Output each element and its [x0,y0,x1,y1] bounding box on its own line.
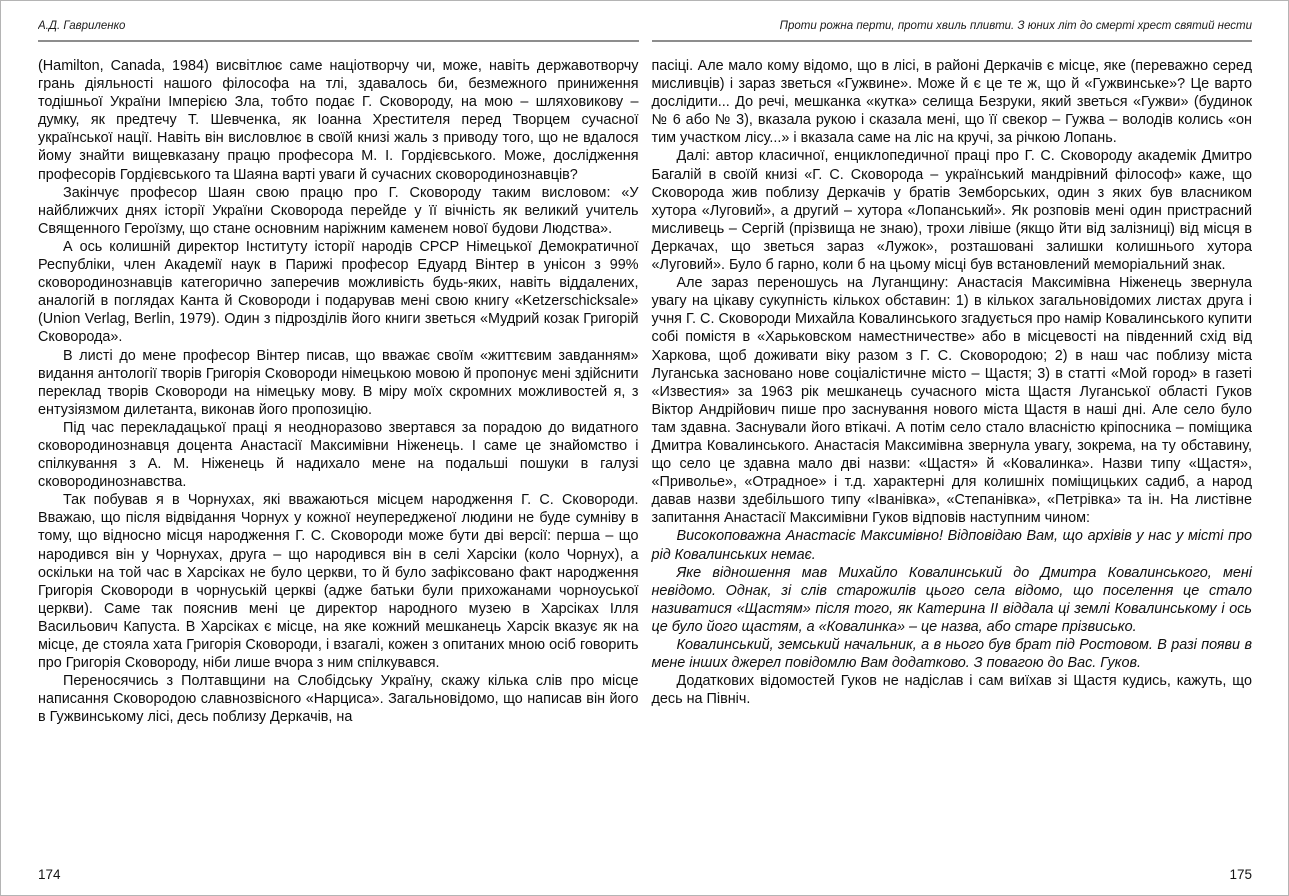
paragraph: Закінчує професор Шаян свою працю про Г. Сковороду таким висловом: «У найближчих днях історії України Сковорода перейде у її вічність як великий учитель Священного Героїзму, що стане основним наріжним каменем нової будови Людства». [38,184,639,237]
spread-columns [1,1,1288,895]
paragraph: Під час перекладацької праці я неодноразово звертався за порадою до видатного сковородинознавця доцента Анастасії Максимівни Ніженець. І саме це знайомство і спілкування з А. М. Ніженець й надихало мене на подальші пошуки в галузі сковородинознавства. [38,419,639,491]
paragraph-letter-quote: Яке відношення мав Михайло Ковалинський до Дмитра Ковалинського, мені невідомо. Однак, зі слів старожилів цього села відомо, що поселення це стало називатися «Щастям» після того, як Катерина II віддала ці землі Ковалинському і ось це було його щастям, а «Ковалинка» – це назва, або старе прізвисько. [651,564,1252,635]
header-rule-left [38,40,639,42]
right-page [652,20,1253,885]
right-page-body [652,57,1253,708]
paragraph: Переносячись з Полтавщини на Слобідську Україну, скажу кілька слів про місце написання Сковородою славнозвісного «Нарциса». Загальновідомо, що написав він його в Гужвинському лісі, десь поблизу Деркачів, на [38,673,639,726]
left-page [38,20,639,885]
paragraph: Далі: автор класичної, енциклопедичної праці про Г. С. Сковороду академік Дмитро Багалій в своїй книзі «Г. С. Сковорода – український мандрівний філософ» каже, що Сковорода жив поблизу Деркачів у братів Земборських, один з яких був власником хутора «Луговий», а другий – хутора «Лопанський». Як розповів мені один пристрасний мисливець – Сергій (прізвища не знаю), трохи лівіше (якщо йти від залізниці) від місця в Деркачах, що зветься зараз «Лужок», розташовані залишки колишнього хутора «Луговий». Було б гарно, коли б на цьому місці був встановлений меморіальний знак. [651,148,1252,274]
left-page-body [38,57,639,726]
paragraph: пасіці. Але мало кому відомо, що в лісі, в районі Деркачів є місце, яке (переважно серед мисливців) і зараз зветься «Гужвине». Може й є це те ж, що й «Гужвинське»? Це варто дослідити... До речі, мешканка «кутка» селища Безруки, який зветься «Гужви» (будинок № 6 або № 3), вказала рукою і сказала мені, що її свекор – Гужва – володів колись «он тим участком лісу...» і вказала саме на ліс на кручі, за річкою Лопань. [651,58,1252,147]
header-rule-right [652,40,1253,42]
running-header-title: Проти рожна перти, проти хвиль пливти. З юних літ до смерті хрест святий нести [779,20,1252,32]
paragraph-letter-quote: Високоповажна Анастасіє Максимівно! Відповідаю Вам, що архівів у нас у місті про рід Ковалинських немає. [651,528,1252,563]
paragraph: Додаткових відомостей Гуков не надіслав і сам виїхав зі Щастя кудись, кажуть, що десь на Північ. [651,673,1252,708]
paragraph: А ось колишній директор Інституту історії народів СРСР Німецької Демократичної Республіки, член Академії наук в Парижі професор Едуард Вінтер в унісон з 99% сковородинознавців категорично заперечив можливість будь-яких, навіть віддалених, аналогій в поглядах Канта й Сковороди і подарував мені свою книгу «Ketzerschicksale» (Union Verlag, Berlin, 1979). Один з підрозділів його книги зветься «Мудрий козак Григорій Сковорода». [38,238,639,346]
running-header-author: А.Д. Гавриленко [38,20,126,32]
paragraph-letter-quote: Ковалинський, земський начальник, а в нього був брат під Ростовом. В разі появи в мене інших джерел повідомлю Вам додатково. З повагою до Вас. Гуков. [651,637,1252,672]
paragraph: В листі до мене професор Вінтер писав, що вважає своїм «життєвим завданням» видання антології творів Григорія Сковороди німецькою мовою й пропонує мені здійснити переклад творів Сковороди на німецьку мову. В міру моїх скромних можливостей я, з ентузіязмом дилетанта, виконав його пропозицію. [38,347,639,418]
paragraph: (Hamilton, Canada, 1984) висвітлює саме націотворчу чи, може, навіть державотворчу грань діяльності нашого філософа на тлі, здавалось би, безмежного приниження тодішньої України Імперією Зла, тобто подає Г. Сковороду, на мою – шляховикову – думку, як предтечу Т. Шевченка, як Іоанна Хрестителя перед Творцем сучасної української нації. Навіть він висловлює в своїй книзі жаль з приводу того, що не вдалося йому знайти вищевказану працю професора М. І. Гордієвського. Може, дослідження професорів Гордієвського та Шаяна варті уваги й сучасних сковородинознавців? [38,58,639,183]
paragraph: Але зараз переношусь на Луганщину: Анастасія Максимівна Ніженець звернула увагу на цікаву сукупність кількох обставин: 1) в кількох загальновідомих листах друга і учня Г. С. Сковороди Михайла Ковалинського згадується про намір Ковалинського купити собі помістя в «Харьковском наместничестве» або в місцевості на південний схід від Харкова, щоб доживати віку разом з Г. С. Сковородою; 2) в наш час поблизу міста Луганська засновано нове соціалістичне місто – Щастя; 3) в статті «Мой город» в газеті «Известия» за 1963 рік мешканець сучасного міста Щастя Луганської області Гуков Віктор Андрійович пише про заснування нового міста Щастя в наші дні. Але село було там здавна. Заснували його втікачі. А потім село стало власністю кріпосника – поміщика Дмитра Ковалинського. Анастасія Максимівна звернула увагу, зокрема, на ту обставину, що село це здавна мало дві назви: «Щастя» й «Ковалинка». Назви типу «Щастя», «Приволье», «Отрадное» і т.д. характерні для колишніх поміщицьких садиб, а народ давав назви здебільшого типу «Іванівка», «Степанівка», «Петрівка» та ін. На листівне запитання Анастасії Максимівни Гуков відповів наступним чином: [651,275,1252,527]
page-number-left: 174 [38,867,61,882]
page-number-right: 175 [1229,867,1252,882]
paragraph: Так побував я в Чорнухах, які вважаються місцем народження Г. С. Сковороди. Вважаю, що після відвідання Чорнух у кожної неупередженої людини не буде сумніву в тому, що відносно місця народження Г. С. Сковороди може бути дві версії: перша – що народився він у Чорнухах, друга – що народився він в селі Харсіки (коло Чорнух), а оскільки на той час в Харсіках не було церкви, то й було зафіксовано факт народження Григорія Сковороди в чорнуській церкві (адже батьки були прихожанами чорноуської церкви). Саме так пояснив мені це директор народного музею в Харсіках Ілля Васильович Капуста. В Харсіках є місце, на яке кожний мешканець Харсік вказує як на місце, де стояла хата Григорія Сковороди, і взагалі, кожен з опитаних мною осіб говорить про Григорія Сковороду, ніби лише вчора з ним спілкувався. [38,492,639,672]
